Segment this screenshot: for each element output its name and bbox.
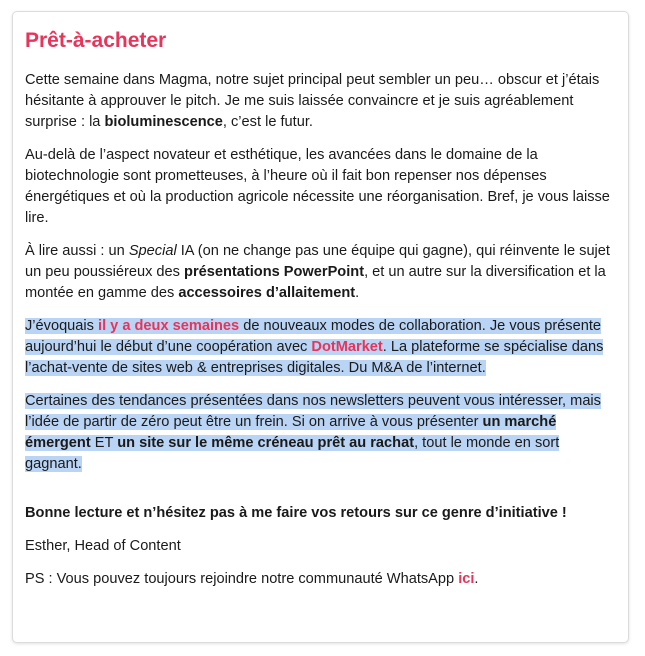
paragraph-also-read: [25, 241, 616, 304]
also-read-text-2: IA (on ne change pas une équipe qui gagne), qui réinvente le sujet un peu poussiéreux des: [25, 243, 610, 280]
site-ready-bold: un site sur le même créneau prêt au rachat: [117, 435, 415, 451]
paragraph-trends: [25, 391, 616, 475]
section-title: Prêt-à-acheter: [25, 29, 167, 52]
trends-text: Certaines des tendances présentées dans nos newsletters peuvent vous intéresser, mais l’idée de partir de zéro peut être un frein. Si on arrive à vous présenter: [25, 393, 601, 430]
trends-text-2: ET: [90, 435, 118, 451]
trends-text-3: , tout le monde en sort gagnant.: [25, 435, 560, 472]
collab-text-2: de nouveaux modes de collaboration. Je vous présente aujourd’hui le début d’une coopération avec: [25, 318, 602, 355]
paragraph-closing: [25, 503, 616, 524]
whatsapp-link[interactable]: ici: [458, 571, 475, 587]
also-read-text-3: , et un autre sur la diversification et la montée en gamme des: [25, 264, 606, 301]
special-italic: Special: [128, 243, 177, 259]
ps-text-end: .: [474, 571, 479, 587]
bioluminescence-bold: bioluminescence: [104, 114, 223, 130]
paragraph-ps: [25, 569, 616, 590]
also-read-text: À lire aussi : un: [25, 243, 129, 259]
collab-text: J’évoquais: [25, 318, 99, 334]
also-read-text-4: .: [355, 285, 360, 301]
paragraph-biotech: Au-delà de l’aspect novateur et esthétique, les avancées dans le domaine de la biotechnologie sont prometteuses, à l’heure où il fait bon repenser nos dépenses énergétiques et où la production agricole nécessite une réorganisation. Bref, je vous laisse lire.: [25, 147, 610, 226]
dotmarket-link[interactable]: DotMarket: [311, 339, 383, 355]
two-weeks-link[interactable]: il y a deux semaines: [98, 318, 240, 334]
intro-text: Cette semaine dans Magma, notre sujet principal peut sembler un peu… obscur et j’étais hésitante à approuver le pitch. Je me suis laissée convaincre et je suis agréablement surprise : la: [25, 72, 600, 130]
paragraph-intro: [25, 70, 616, 133]
newsletter-card: [12, 11, 629, 643]
signature: Esther, Head of Content: [25, 538, 181, 554]
emerging-market-bold: un marché émergent: [25, 414, 557, 451]
intro-text-end: , c’est le futur.: [222, 114, 313, 130]
paragraph-collaboration: [25, 316, 616, 379]
powerpoint-bold: présentations PowerPoint: [184, 264, 365, 280]
allaitement-bold: accessoires d’allaitement: [178, 285, 356, 301]
closing-bold: Bonne lecture et n’hésitez pas à me faire vos retours sur ce genre d’initiative !: [25, 505, 567, 521]
ps-text: PS : Vous pouvez toujours rejoindre notre communauté WhatsApp: [25, 571, 459, 587]
collab-text-3: . La plateforme se spécialise dans l’achat-vente de sites web & entreprises digitales. Du M&A de l’internet.: [25, 339, 604, 376]
